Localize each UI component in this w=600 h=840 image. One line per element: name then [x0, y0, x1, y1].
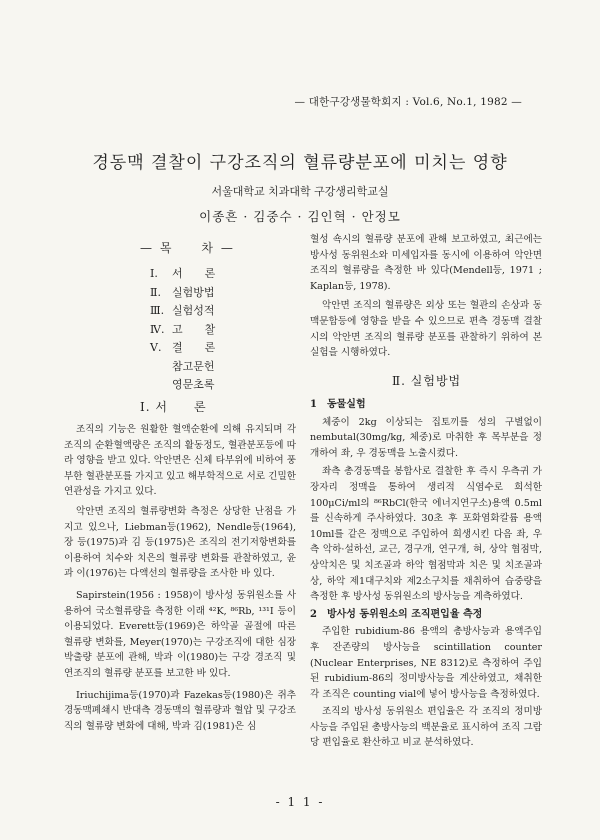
paragraph: 좌측 총경동맥을 봉합사로 결찰한 후 즉시 우측귀 가장자리 정맥을 통하여 생리적 식염수로 희석한 100μCi/ml의 ⁸⁶RbCl(한국 에너지연구소)용액 0.5ml를 신속하게 주사하였다. 30초 후 포화염화칼륨 용액 10ml를 같은 정맥으로 주입하여 희생시킨 다음 좌, 우측 악하·설하선, 교근, 경구개, 연구개, 혀, 상악 협점막, 상악치은 및 치조골과 하악 협점막과 치은 및 치조골과 상, 하악 제1대구치와 제2소구치를 채취하여 습중량을 측정한 후 방사성 동위원소의 방사능을 계측하였다. — [310, 466, 542, 603]
paragraph: 악안면 조직의 혈류량변화 측정은 상당한 난점을 가지고 있으나, Liebman등(1962), Nendle등(1964), 장 등(1975)과 김 등(1975)은 조직의 전기저항변화를 이용하여 치수와 치은의 혈류량 변화를 관찰하였고, 윤과 이(1976)는 다액선의 혈류량을 조사한 바 있다. — [64, 505, 296, 580]
paragraph: Sapirstein(1956 : 1958)이 방사성 동위원소를 사용하여 국소혈류량을 측정한 이래 ⁴²K, ⁸⁶Rb, ¹³¹I 등이 이용되었다. Everett등(1969)은 하악골 골절에 따른 혈류량 변화를, Meyer(1970)는 구강조직에 대한 심장박출량 분포에 관해, 박과 이(1980)는 구강 경조직 및 연조직의 혈류량 분포를 보고한 바 있다. — [64, 589, 296, 679]
page-number: - 1 1 - — [275, 795, 325, 809]
toc-item: 참고문헌 — [172, 359, 215, 373]
section-heading-introduction: Ⅰ. 서 론 — [140, 400, 207, 414]
running-header: — 대한구강생물학회지 : Vol.6, No.1, 1982 — — [294, 96, 522, 108]
subsection-heading: 1 동물실험 — [310, 399, 366, 410]
table-of-contents — [150, 265, 215, 395]
toc-item: Ⅳ. 고 찰 — [150, 322, 216, 336]
paragraph: 악안면 조직의 혈류량은 외상 또는 혈관의 손상과 동맥문합등에 영향을 받을 수 있으므로 편측 경동맥 결찰시의 악안면 조직의 혈류량 분포를 관찰하기 위하여 본 실험을 시행하였다. — [310, 300, 542, 359]
toc-item: Ⅰ. 서 론 — [150, 267, 216, 280]
right-column-methods — [310, 395, 542, 751]
paragraph: Iriuchijima등(1970)과 Fazekas등(1980)은 쥐추경동맥폐쇄시 반대측 경동맥의 혈류량과 혈압 및 구강조직의 혈류량 변화에 대해, 박과 김(1981)은 심 — [64, 689, 296, 732]
toc-item: Ⅱ. 실험방법 — [150, 285, 215, 299]
toc-item: Ⅲ. 실험성적 — [150, 304, 215, 317]
toc-heading: — 목 차 — — [140, 241, 235, 255]
toc-item: 영문초록 — [172, 378, 215, 391]
section-heading-methods: Ⅱ. 실험방법 — [392, 374, 462, 388]
paragraph: 조직의 방사성 동위원소 편입율은 각 조직의 정미방사능을 주입된 총방사능의 백분율로 표시하여 조직 그람당 편입율로 환산하고 비교 분석하였다. — [310, 706, 542, 749]
paragraph: 체중이 2kg 이상되는 집토끼를 성의 구별없이 nembutal(30mg/kg, 체중)로 마취한 후 목부분을 정개하여 좌, 우 경동맥을 노출시켰다. — [310, 416, 542, 459]
left-column-body — [64, 422, 296, 734]
subsection-heading: 2 방사성 동위원소의 조직편입율 측정 — [310, 608, 483, 620]
right-column-intro — [310, 232, 542, 361]
affiliation: 서울대학교 치과대학 구강생리학교실 — [211, 185, 389, 198]
authors: 이종흔 · 김중수 · 김인혁 · 안정모 — [199, 209, 401, 224]
paragraph: 주입한 rubidium-86 용액의 총방사능과 용액주입후 잔존량의 방사능을 scintillation counter (Nuclear Enterprises, NE 8312)로 측정하여 주입된 rubidium-86의 정미방사능을 계산하였고, 채취한 각 조직은 counting vial에 넣어 방사능을 측정하였다. — [310, 626, 542, 700]
toc-item: Ⅴ. 결 론 — [150, 341, 216, 354]
paragraph: 조직의 기능은 원활한 혈액순환에 의해 유지되며 각 조직의 순환혈액량은 조직의 활동정도, 혈관분포등에 따라 영향을 받고 있다. 악안면은 신체 타부위에 비하여 풍부한 혈관분포를 가지고 있고 해부학적으로 서로 긴밀한 연관성을 가지고 있다. — [64, 424, 296, 498]
paragraph: 혈성 쇽시의 혈류량 분포에 관해 보고하였고, 최근에는 방사성 동위원소와 미세입자를 동시에 이용하여 악안면 조직의 혈류량을 측정한 바 있다(Mendell등, 1971 ; Kaplan등, 1978). — [310, 234, 542, 292]
paper-title: 경동맥 결찰이 구강조직의 혈류량분포에 미치는 영향 — [92, 153, 508, 173]
